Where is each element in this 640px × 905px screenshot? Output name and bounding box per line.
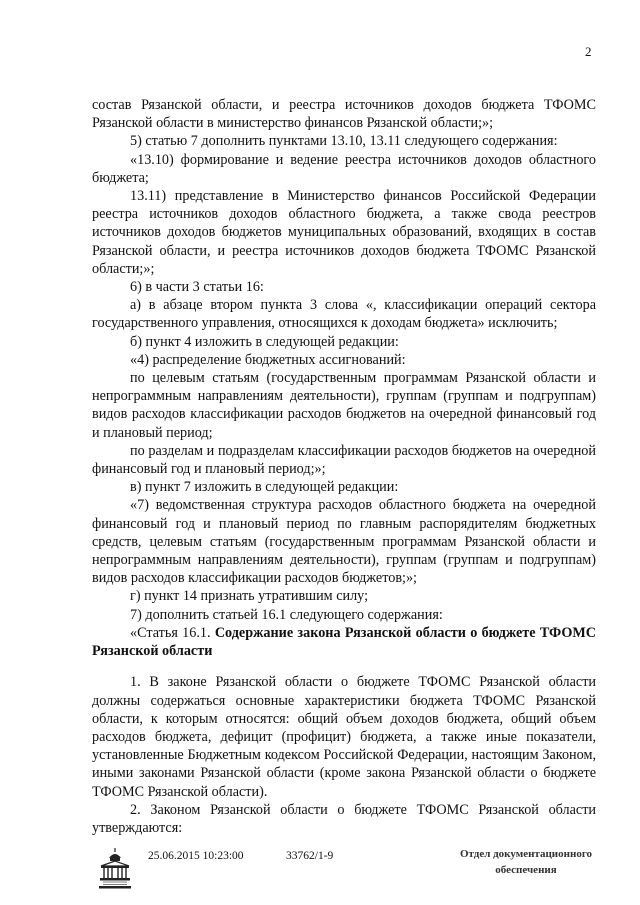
paragraph: а) в абзаце втором пункта 3 слова «, классификации операций сектора государственного управления, относящихся к доходам бюджета» исключить; bbox=[92, 297, 596, 332]
article-number: «Статья 16.1. bbox=[130, 624, 215, 641]
paragraph: 13.11) представление в Министерство финансов Российской Федерации реестра источников доходов областного бюджета, а также свода реестров источников доходов бюджетов муниципальных образований, входящих в состав Рязанской области, и реестра источников доходов бюджета ТФОМС Рязанской области;»; bbox=[92, 188, 596, 277]
paragraph: б) пункт 4 изложить в следующей редакции: bbox=[130, 333, 399, 350]
paragraph: «4) распределение бюджетных ассигнований: bbox=[130, 351, 406, 368]
footer bbox=[0, 846, 640, 896]
department-line: Отдел документационного bbox=[459, 848, 593, 860]
article-heading bbox=[92, 624, 596, 660]
duma-building-icon bbox=[98, 846, 132, 892]
paragraph: 1. В законе Рязанской области о бюджете ТФОМС Рязанской области должны содержаться основные характеристики бюджета ТФОМС Рязанской области, к которым относятся: общий объем доходов бюджета, общий объем расходов бюджета, дефицит (профицит) бюджета, а также иные показатели, установленные Бюджетным кодексом Российской Федерации, настоящим Законом, иными законами Рязанской области (кроме закона Рязанской области о бюджете ТФОМС Рязанской области). bbox=[92, 674, 596, 800]
paragraph: 7) дополнить статьей 16.1 следующего содержания: bbox=[130, 606, 443, 623]
paragraph: «13.10) формирование и ведение реестра источников доходов областного бюджета; bbox=[92, 151, 596, 186]
paragraph: состав Рязанской области, и реестра источников доходов бюджета ТФОМС Рязанской области в министерство финансов Рязанской области;»; bbox=[92, 97, 596, 132]
document-body bbox=[92, 96, 596, 837]
page-number: 2 bbox=[585, 44, 592, 59]
paragraph: по целевым статьям (государственным программам Рязанской области и непрограммным направлениям деятельности), группам (группам и подгруппам) видов расходов классификации расходов бюджетов на очередной финансовый год и плановый период; bbox=[92, 370, 596, 441]
footer-department bbox=[446, 846, 606, 878]
department-line: обеспечения bbox=[495, 864, 557, 876]
paragraph: 5) статью 7 дополнить пунктами 13.10, 13.11 следующего содержания: bbox=[130, 133, 558, 150]
paragraph: г) пункт 14 признать утратившим силу; bbox=[130, 588, 369, 605]
paragraph: 6) в части 3 статьи 16: bbox=[130, 279, 264, 296]
article-title: Содержание закона Рязанской области о бюджете ТФОМС Рязанской области bbox=[92, 624, 597, 660]
paragraph: «7) ведомственная структура расходов областного бюджета на очередной финансовый год и плановый период по главным распорядителям бюджетных средств, целевым статьям (государственным программам Рязанской области и непрограммным направлениям деятельности), группам (группам и подгруппам) видов расходов классификации расходов бюджетов;»; bbox=[92, 497, 596, 587]
footer-datetime: 25.06.2015 10:23:00 bbox=[148, 850, 244, 862]
paragraph: 2. Законом Рязанской области о бюджете ТФОМС Рязанской области утверждаются: bbox=[92, 801, 596, 836]
paragraph: в) пункт 7 изложить в следующей редакции: bbox=[130, 479, 399, 496]
paragraph: по разделам и подразделам классификации расходов бюджетов на очередной финансовый год и плановый период;»; bbox=[92, 442, 596, 478]
footer-doc-code: 33762/1-9 bbox=[286, 850, 334, 862]
